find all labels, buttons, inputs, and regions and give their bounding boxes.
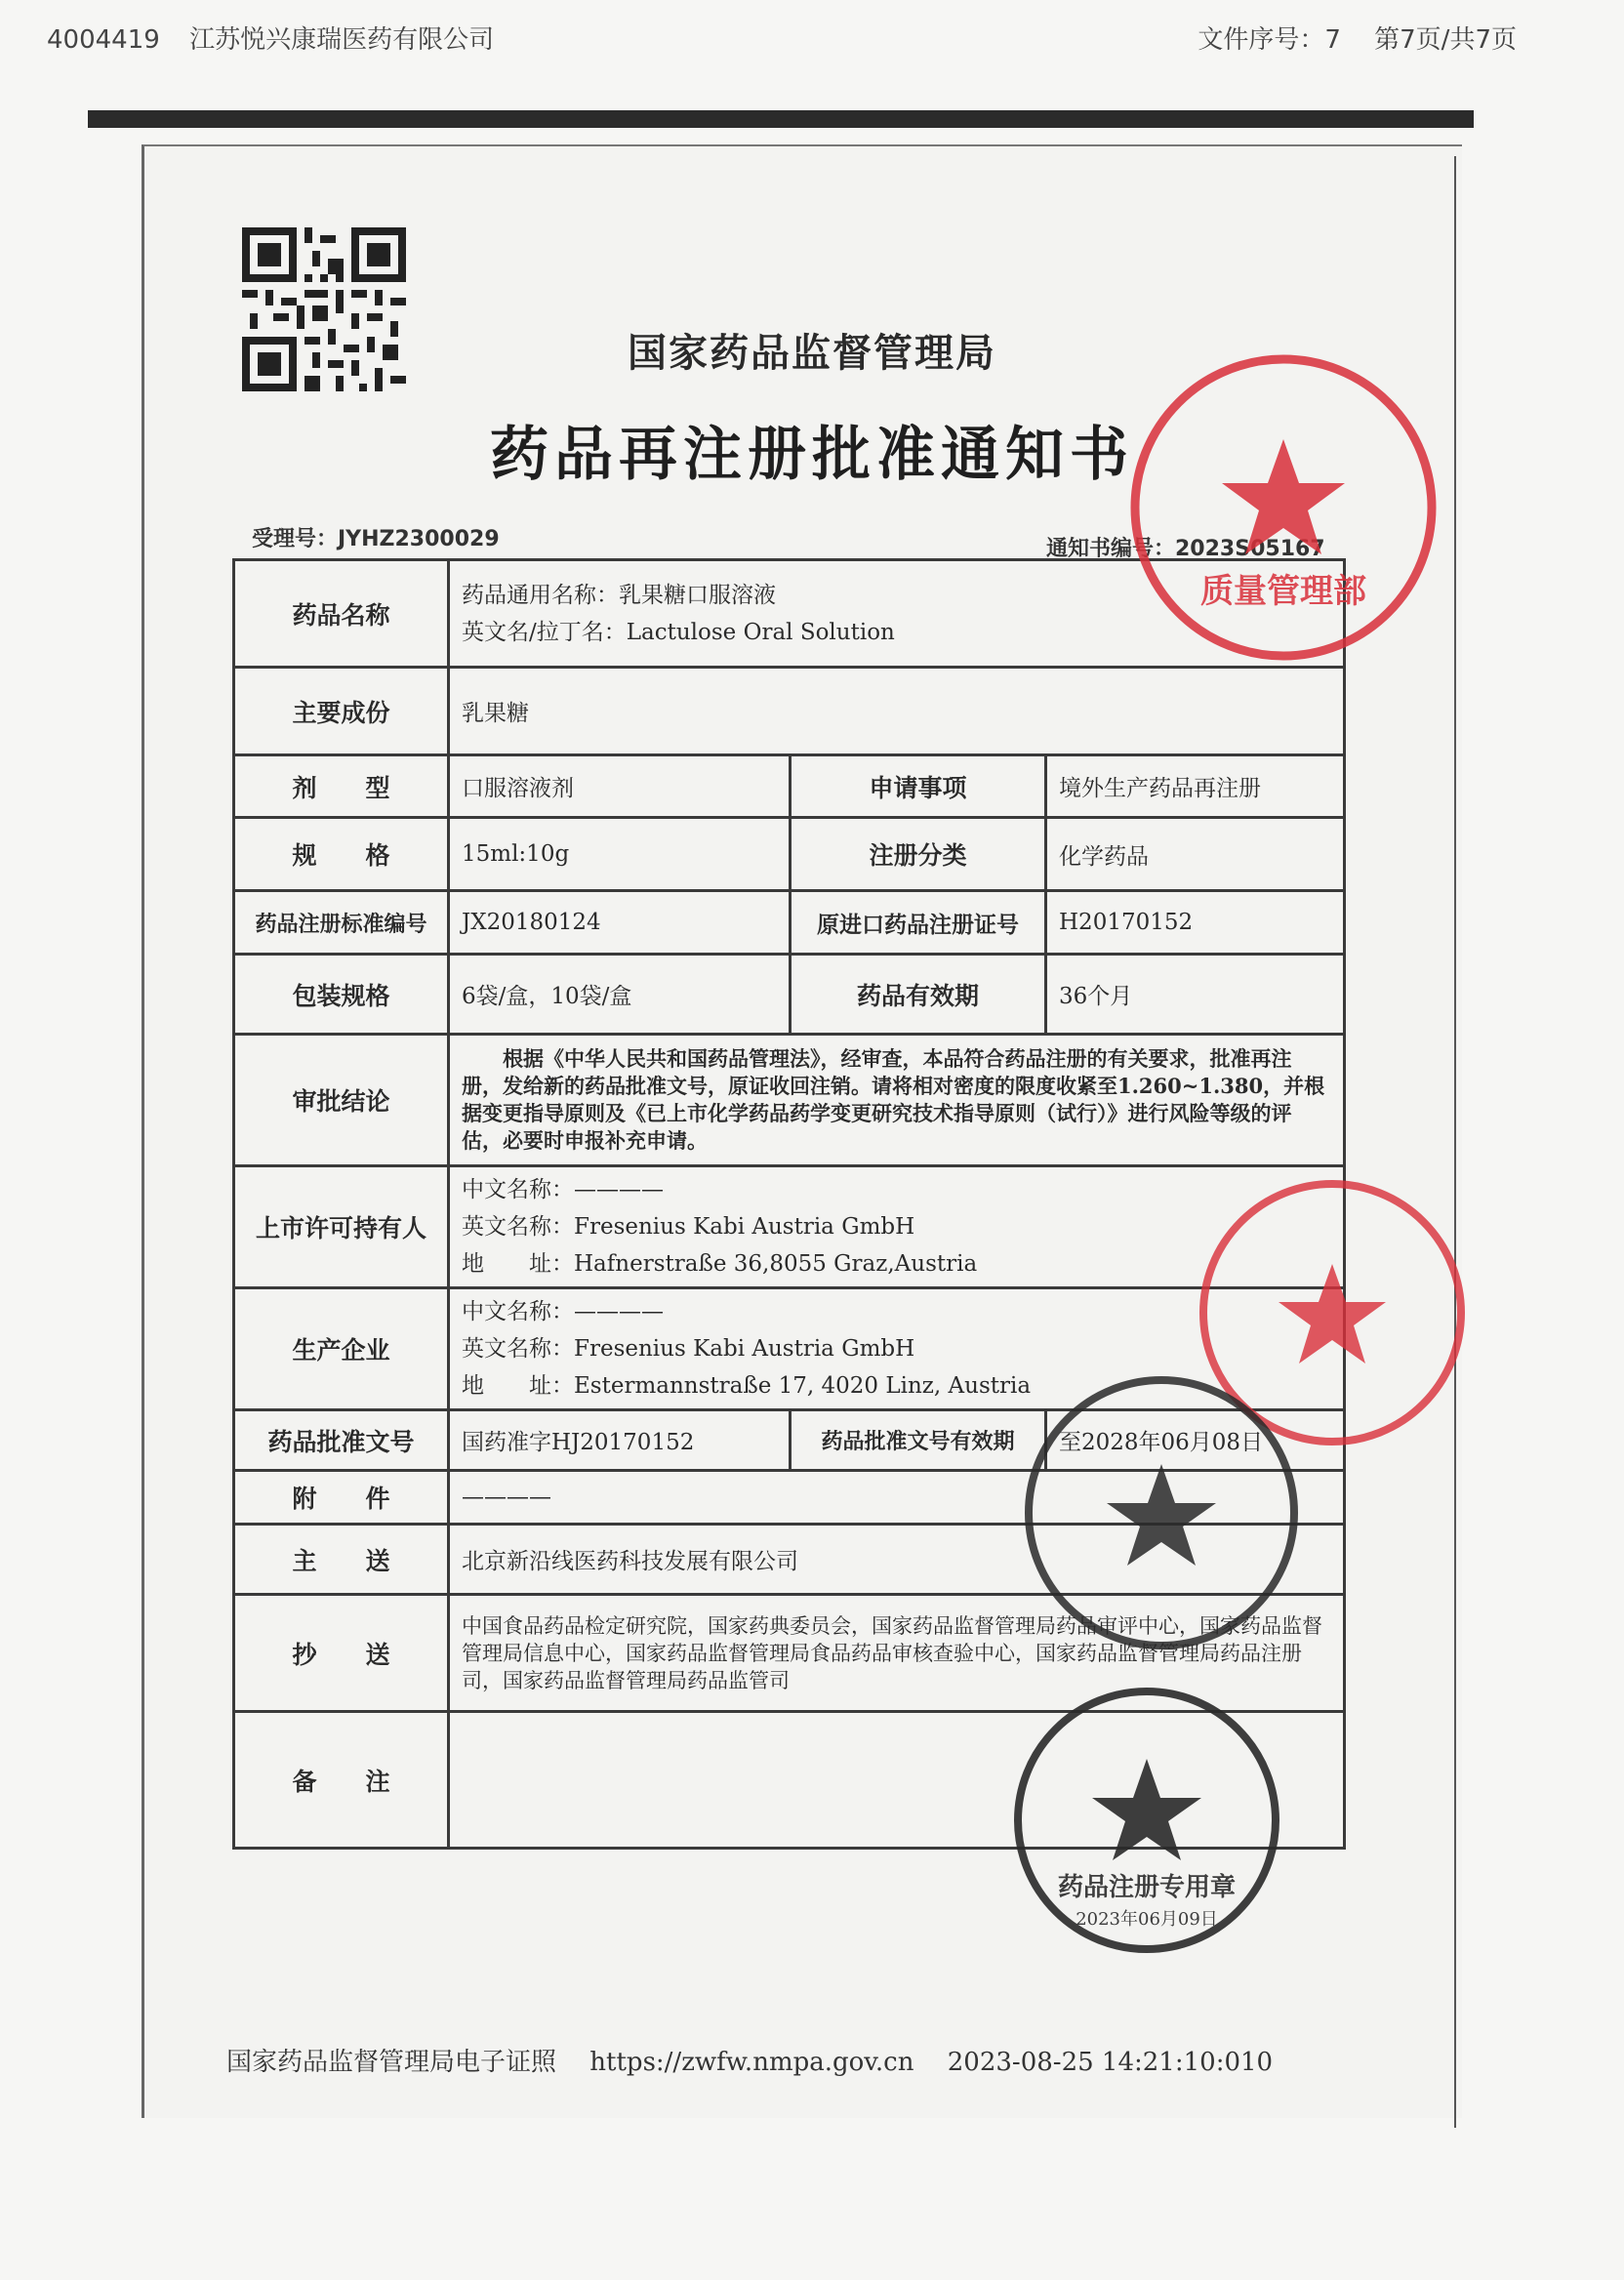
package-value: 6袋/盒，10袋/盒 — [449, 955, 791, 1035]
main-to-label: 主 送 — [234, 1525, 449, 1595]
cc-label: 抄 送 — [234, 1595, 449, 1712]
conclusion-label: 审批结论 — [234, 1035, 449, 1166]
table-row — [234, 755, 1345, 818]
approval-no-label: 药品批准文号 — [234, 1410, 449, 1471]
orig-cert-label: 原进口药品注册证号 — [791, 891, 1046, 955]
table-row — [234, 1035, 1345, 1166]
doc-code: 4004419 — [47, 25, 160, 55]
header-rule — [88, 110, 1474, 128]
attach-value: ———— — [449, 1471, 1345, 1525]
remarks-label: 备 注 — [234, 1712, 449, 1849]
svg-text:2023年06月09日: 2023年06月09日 — [1076, 1909, 1218, 1930]
application-label: 申请事项 — [791, 755, 1046, 818]
std-no-label: 药品注册标准编号 — [234, 891, 449, 955]
main-to-value: 北京新沿线医药科技发展有限公司 — [449, 1525, 1345, 1595]
package-label: 包装规格 — [234, 955, 449, 1035]
orig-cert-value: H20170152 — [1046, 891, 1345, 955]
svg-text:质量管理部: 质量管理部 — [1200, 572, 1366, 611]
ingredient-value: 乳果糖 — [449, 668, 1345, 755]
file-sequence: 文件序号：7 — [1198, 25, 1341, 55]
category-value: 化学药品 — [1046, 818, 1345, 891]
spec-value: 15ml:10g — [449, 818, 791, 891]
footer-issuer: 国家药品监督管理局电子证照 — [226, 2048, 557, 2077]
attach-label: 附 件 — [234, 1471, 449, 1525]
table-row — [234, 668, 1345, 755]
acceptance-number: 受理号：JYHZ2300029 — [252, 527, 500, 551]
validity-value: 36个月 — [1046, 955, 1345, 1035]
table-row — [234, 955, 1345, 1035]
agency-registration-stamp — [1005, 1679, 1288, 1962]
company-name: 江苏悦兴康瑞医药有限公司 — [189, 25, 495, 55]
footer-line — [226, 2042, 1273, 2078]
std-no-value: JX20180124 — [449, 891, 791, 955]
black-company-stamp — [1015, 1366, 1308, 1659]
header-left — [47, 20, 494, 56]
approval-validity-value: 至2028年06月08日 — [1046, 1410, 1345, 1471]
table-row — [234, 818, 1345, 891]
table-row — [234, 891, 1345, 955]
header-right — [1198, 20, 1517, 56]
ingredient-label: 主要成份 — [234, 668, 449, 755]
approval-validity-label: 药品批准文号有效期 — [791, 1410, 1046, 1471]
document-title: 药品再注册批准通知书 — [490, 421, 1134, 489]
category-label: 注册分类 — [791, 818, 1046, 891]
drug-name-label: 药品名称 — [234, 560, 449, 668]
approval-no-value: 国药准字HJ20170152 — [449, 1410, 791, 1471]
mfr-en-name: 英文名称：Fresenius Kabi Austria GmbH — [462, 1336, 915, 1362]
application-value: 境外生产药品再注册 — [1046, 755, 1345, 818]
page-indicator: 第7页/共7页 — [1374, 25, 1517, 55]
cc-value: 中国食品药品检定研究院，国家药典委员会，国家药品监督管理局药品审评中心，国家药品监督管理局信息中心，国家药品监督管理局食品药品审核查验中心，国家药品监督管理局药品注册司，国家药品监督管理局药品监管司 — [449, 1595, 1345, 1712]
holder-cn-name: 中文名称：———— — [462, 1177, 664, 1202]
footer-url: https://zwfw.nmpa.gov.cn — [589, 2048, 914, 2077]
agency-heading: 国家药品监督管理局 — [628, 330, 996, 376]
holder-en-name: 英文名称：Fresenius Kabi Austria GmbH — [462, 1214, 915, 1240]
conclusion-text: 根据《中华人民共和国药品管理法》，经审查，本品符合药品注册的有关要求，批准再注册，发给新的药品批准文号，原证收回注销。请将相对密度的限度收紧至1.260~1.380，并根据变更指导原则及《已上市化学药品药学变更研究技术指导原则（试行）》进行风险等级的评估，必要时申报补充申请。 — [449, 1035, 1345, 1166]
validity-label: 药品有效期 — [791, 955, 1046, 1035]
english-name: 英文名/拉丁名：Lactulose Oral Solution — [462, 619, 895, 645]
dosage-form-label: 剂 型 — [234, 755, 449, 818]
table-row — [234, 1166, 1345, 1288]
manufacturer-label: 生产企业 — [234, 1288, 449, 1410]
svg-text:药品注册专用章: 药品注册专用章 — [1057, 1873, 1237, 1902]
holder-label: 上市许可持有人 — [234, 1166, 449, 1288]
holder-address: 地 址：Hafnerstraße 36,8055 Graz,Austria — [462, 1251, 978, 1277]
notice-number: 通知书编号：2023S05167 — [1046, 537, 1325, 561]
mfr-cn-name: 中文名称：———— — [462, 1299, 664, 1324]
spec-label: 规 格 — [234, 818, 449, 891]
generic-name: 药品通用名称：乳果糖口服溶液 — [462, 582, 776, 608]
footer-timestamp: 2023-08-25 14:21:10:010 — [947, 2048, 1274, 2077]
red-quality-stamp — [1122, 346, 1444, 669]
dosage-form-value: 口服溶液剂 — [449, 755, 791, 818]
mfr-address: 地 址：Estermannstraße 17, 4020 Linz, Austria — [462, 1373, 1032, 1399]
